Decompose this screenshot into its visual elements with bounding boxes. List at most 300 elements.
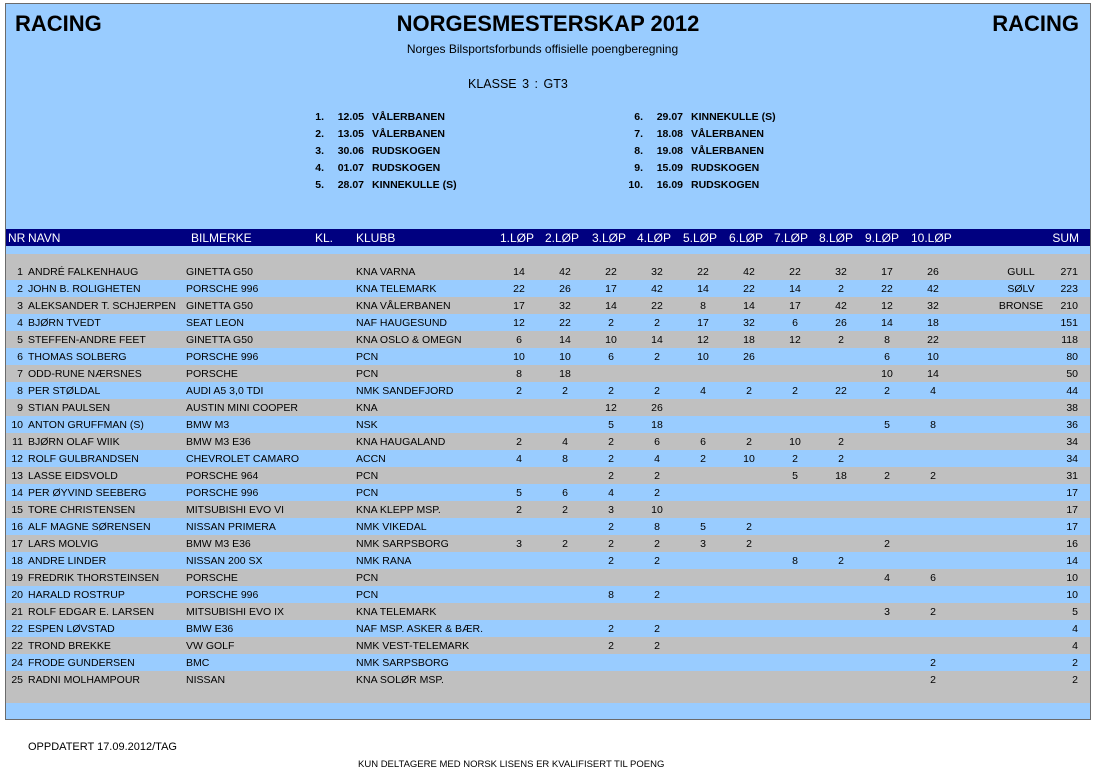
class-label: KLASSE 3 : GT3: [468, 77, 568, 91]
table-row: [6, 467, 1090, 484]
cell-name: ANTON GRUFFMAN (S): [28, 419, 144, 431]
cell-car: BMW M3: [186, 419, 230, 431]
cell-race-4: 22: [651, 300, 663, 312]
cell-car: AUDI A5 3,0 TDI: [186, 385, 264, 397]
cell-name: LARS MOLVIG: [28, 538, 99, 550]
cell-nr: 14: [11, 487, 23, 499]
cell-sum: 223: [1060, 283, 1078, 295]
cell-nr: 10: [11, 419, 23, 431]
table-row: [6, 416, 1090, 433]
cell-nr: 12: [11, 453, 23, 465]
cell-race-1: 14: [513, 266, 525, 278]
cell-race-4: 14: [651, 334, 663, 346]
cell-club: PCN: [356, 351, 379, 363]
cell-name: STIAN PAULSEN: [28, 402, 111, 414]
cell-race-4: 2: [654, 317, 660, 329]
table-row: [6, 654, 1090, 671]
col-race-5: 5.LØP: [683, 231, 718, 245]
cell-name: ROLF GULBRANDSEN: [28, 453, 139, 465]
cell-sum: 31: [1066, 470, 1078, 482]
col-race-6: 6.LØP: [729, 231, 764, 245]
cell-car: BMW E36: [186, 623, 234, 635]
cell-club: NSK: [356, 419, 378, 431]
table-row: [6, 484, 1090, 501]
table-row: [6, 586, 1090, 603]
cell-race-1: 17: [513, 300, 525, 312]
cell-race-1: 4: [516, 453, 522, 465]
cell-race-8: 2: [838, 555, 844, 567]
cell-club: KNA: [356, 402, 378, 414]
cell-nr: 22: [11, 623, 23, 635]
cell-race-10: 10: [927, 351, 939, 363]
cell-club: NMK SARPSBORG: [356, 538, 449, 550]
cell-race-10: 22: [927, 334, 939, 346]
cell-race-7: 12: [789, 334, 801, 346]
cell-race-3: 2: [608, 623, 614, 635]
cell-nr: 4: [17, 317, 23, 329]
cell-race-3: 2: [608, 317, 614, 329]
col-name: NAVN: [28, 231, 61, 245]
cell-car: AUSTIN MINI COOPER: [186, 402, 299, 414]
cell-race-7: 17: [789, 300, 801, 312]
table-row: [6, 314, 1090, 331]
table-row: [6, 365, 1090, 382]
cell-sum: 271: [1060, 266, 1078, 278]
cell-car: PORSCHE: [186, 572, 238, 584]
cell-race-2: 32: [559, 300, 571, 312]
cell-car: BMC: [186, 657, 210, 669]
table-row: [6, 501, 1090, 518]
cell-race-5: 17: [697, 317, 709, 329]
cell-nr: 2: [17, 283, 23, 295]
cell-race-3: 2: [608, 385, 614, 397]
cell-name: STEFFEN-ANDRE FEET: [28, 334, 146, 346]
race-number: 5.: [315, 179, 324, 191]
cell-race-7: 2: [792, 385, 798, 397]
race-date: 15.09: [656, 162, 683, 174]
table-row: [6, 297, 1090, 314]
cell-nr: 21: [11, 606, 23, 618]
cell-race-3: 14: [605, 300, 617, 312]
race-entry: [304, 162, 440, 174]
race-venue: KINNEKULLE (S): [372, 179, 457, 191]
cell-race-3: 17: [605, 283, 617, 295]
cell-nr: 6: [17, 351, 23, 363]
cell-name: FRODE GUNDERSEN: [28, 657, 135, 669]
col-nr: NR: [8, 231, 26, 245]
cell-race-8: 2: [838, 283, 844, 295]
cell-club: KNA VÅLERBANEN: [356, 300, 451, 312]
cell-race-2: 42: [559, 266, 571, 278]
race-entry: [304, 145, 440, 157]
cell-race-4: 32: [651, 266, 663, 278]
cell-race-3: 2: [608, 538, 614, 550]
cell-car: GINETTA G50: [186, 300, 253, 312]
cell-race-9: 17: [881, 266, 893, 278]
cell-sum: 10: [1066, 572, 1078, 584]
cell-race-7: 2: [792, 453, 798, 465]
table-footer-band: [6, 703, 1090, 719]
cell-race-2: 2: [562, 538, 568, 550]
cell-race-9: 2: [884, 538, 890, 550]
col-race-10: 10.LØP: [911, 231, 952, 245]
race-entry: [623, 111, 776, 123]
cell-sum: 210: [1060, 300, 1078, 312]
cell-sum: 38: [1066, 402, 1078, 414]
table-row: [6, 382, 1090, 399]
cell-race-1: 6: [516, 334, 522, 346]
cell-name: ESPEN LØVSTAD: [28, 623, 115, 635]
cell-race-4: 2: [654, 555, 660, 567]
cell-race-3: 6: [608, 351, 614, 363]
cell-race-4: 2: [654, 640, 660, 652]
cell-race-7: 14: [789, 283, 801, 295]
cell-name: ALEKSANDER T. SCHJERPEN: [28, 300, 177, 312]
cell-medal: GULL: [1007, 266, 1035, 278]
cell-race-3: 8: [608, 589, 614, 601]
col-race-9: 9.LØP: [865, 231, 900, 245]
cell-nr: 11: [12, 436, 23, 448]
cell-sum: 44: [1066, 385, 1078, 397]
cell-name: LASSE EIDSVOLD: [28, 470, 118, 482]
cell-race-3: 2: [608, 470, 614, 482]
cell-race-9: 6: [884, 351, 890, 363]
table-row: [6, 399, 1090, 416]
cell-sum: 36: [1066, 419, 1078, 431]
cell-race-4: 8: [654, 521, 660, 533]
cell-club: KNA VARNA: [356, 266, 416, 278]
cell-race-3: 2: [608, 521, 614, 533]
cell-race-10: 6: [930, 572, 936, 584]
table-header: [6, 229, 1090, 246]
cell-race-7: 5: [792, 470, 798, 482]
cell-race-10: 2: [930, 470, 936, 482]
cell-sum: 17: [1066, 504, 1078, 516]
cell-race-6: 18: [743, 334, 755, 346]
race-number: 2.: [315, 128, 324, 140]
cell-race-2: 4: [562, 436, 568, 448]
cell-club: KNA SOLØR MSP.: [356, 674, 444, 686]
race-number: 6.: [634, 111, 643, 123]
cell-race-10: 32: [927, 300, 939, 312]
cell-nr: 8: [17, 385, 23, 397]
cell-race-8: 2: [838, 334, 844, 346]
cell-race-8: 2: [838, 453, 844, 465]
cell-race-9: 10: [881, 368, 893, 380]
cell-race-3: 3: [608, 504, 614, 516]
race-number: 7.: [634, 128, 643, 140]
cell-car: NISSAN 200 SX: [186, 555, 263, 567]
cell-race-5: 4: [700, 385, 706, 397]
cell-name: BJØRN OLAF WIIK: [28, 436, 120, 448]
cell-name: ALF MAGNE SØRENSEN: [28, 521, 151, 533]
cell-name: PER STØLDAL: [28, 385, 101, 397]
cell-sum: 118: [1061, 334, 1078, 346]
cell-car: NISSAN: [186, 674, 226, 686]
cell-sum: 16: [1066, 538, 1078, 550]
cell-club: NMK VEST-TELEMARK: [356, 640, 470, 652]
cell-race-6: 42: [743, 266, 755, 278]
cell-car: GINETTA G50: [186, 334, 253, 346]
cell-nr: 5: [17, 334, 23, 346]
cell-club: KNA OSLO & OMEGN: [356, 334, 462, 346]
cell-club: NMK VIKEDAL: [356, 521, 427, 533]
cell-club: KNA TELEMARK: [356, 283, 437, 295]
racing-tag-left: RACING: [15, 11, 102, 36]
cell-car: PORSCHE 964: [186, 470, 259, 482]
cell-race-10: 14: [927, 368, 939, 380]
cell-race-8: 42: [835, 300, 847, 312]
cell-car: BMW M3 E36: [186, 538, 251, 550]
cell-race-9: 8: [884, 334, 890, 346]
col-race-2: 2.LØP: [545, 231, 580, 245]
cell-club: NAF HAUGESUND: [356, 317, 448, 329]
cell-name: THOMAS SOLBERG: [28, 351, 127, 363]
cell-race-2: 26: [559, 283, 571, 295]
col-race-4: 4.LØP: [637, 231, 672, 245]
cell-sum: 50: [1066, 368, 1078, 380]
cell-car: BMW M3 E36: [186, 436, 251, 448]
updated-note: OPPDATERT 17.09.2012/TAG: [28, 741, 177, 753]
cell-race-2: 14: [559, 334, 571, 346]
results-table-body: [6, 263, 1090, 688]
race-date: 30.06: [337, 145, 364, 157]
race-entry: [623, 162, 759, 174]
race-entry: [623, 145, 764, 157]
cell-sum: 151: [1060, 317, 1078, 329]
cell-medal: BRONSE: [998, 300, 1044, 312]
cell-club: PCN: [356, 589, 379, 601]
cell-race-4: 26: [651, 402, 663, 414]
cell-club: NMK RANA: [356, 555, 412, 567]
cell-race-10: 8: [930, 419, 936, 431]
cell-race-5: 5: [700, 521, 706, 533]
cell-race-5: 8: [700, 300, 706, 312]
table-row: [6, 331, 1090, 348]
cell-club: KNA KLEPP MSP.: [356, 504, 441, 516]
race-date: 29.07: [656, 111, 683, 123]
cell-race-7: 22: [789, 266, 801, 278]
table-row: [6, 450, 1090, 467]
race-venue: RUDSKOGEN: [691, 179, 760, 191]
cell-race-9: 3: [884, 606, 890, 618]
cell-race-3: 2: [608, 436, 614, 448]
cell-race-4: 6: [654, 436, 660, 448]
cell-name: ANDRÉ FALKENHAUG: [28, 266, 139, 278]
cell-nr: 15: [11, 504, 23, 516]
cell-race-9: 22: [881, 283, 893, 295]
cell-nr: 17: [11, 538, 23, 550]
cell-club: KNA TELEMARK: [356, 606, 437, 618]
cell-name: ROLF EDGAR E. LARSEN: [28, 606, 155, 618]
race-venue: VÅLERBANEN: [372, 111, 445, 123]
cell-sum: 17: [1066, 521, 1078, 533]
cell-race-5: 2: [700, 453, 706, 465]
cell-sum: 10: [1066, 589, 1078, 601]
race-entry: [304, 128, 445, 140]
cell-sum: 2: [1072, 674, 1078, 686]
cell-race-10: 42: [927, 283, 939, 295]
cell-race-4: 2: [654, 385, 660, 397]
cell-race-3: 5: [608, 419, 614, 431]
race-date: 19.08: [656, 145, 683, 157]
cell-race-4: 2: [654, 351, 660, 363]
cell-sum: 14: [1066, 555, 1078, 567]
cell-nr: 1: [17, 266, 23, 278]
cell-race-5: 14: [697, 283, 709, 295]
cell-nr: 9: [17, 402, 23, 414]
race-venue: RUDSKOGEN: [691, 162, 760, 174]
cell-race-4: 2: [654, 623, 660, 635]
cell-name: TROND BREKKE: [28, 640, 111, 652]
page-title: NORGESMESTERSKAP 2012: [396, 11, 700, 36]
cell-nr: 7: [17, 368, 23, 380]
table-row: [6, 637, 1090, 654]
table-row: [6, 620, 1090, 637]
cell-car: NISSAN PRIMERA: [186, 521, 276, 533]
cell-race-3: 2: [608, 555, 614, 567]
col-kl: KL.: [315, 231, 334, 245]
cell-race-6: 2: [746, 385, 752, 397]
race-venue: KINNEKULLE (S): [691, 111, 776, 123]
cell-race-1: 2: [516, 436, 522, 448]
race-venue: RUDSKOGEN: [372, 162, 441, 174]
cell-race-10: 2: [930, 674, 936, 686]
cell-club: PCN: [356, 487, 379, 499]
cell-car: PORSCHE 996: [186, 487, 259, 499]
race-venue: VÅLERBANEN: [691, 128, 764, 140]
cell-race-10: 26: [927, 266, 939, 278]
cell-club: PCN: [356, 572, 379, 584]
cell-race-10: 18: [927, 317, 939, 329]
table-row: [6, 603, 1090, 620]
cell-race-6: 14: [743, 300, 755, 312]
col-race-1: 1.LØP: [500, 231, 535, 245]
cell-race-4: 10: [651, 504, 663, 516]
cell-race-3: 2: [608, 640, 614, 652]
cell-race-4: 18: [651, 419, 663, 431]
cell-race-7: 6: [792, 317, 798, 329]
cell-club: PCN: [356, 470, 379, 482]
table-row: [6, 263, 1090, 280]
cell-nr: 16: [11, 521, 23, 533]
header-panel: [6, 4, 1090, 229]
race-entry: [623, 179, 759, 191]
cell-race-4: 2: [654, 487, 660, 499]
race-entry: [623, 128, 764, 140]
cell-car: PORSCHE 996: [186, 283, 259, 295]
cell-race-5: 6: [700, 436, 706, 448]
cell-race-3: 10: [605, 334, 617, 346]
cell-car: MITSUBISHI EVO IX: [186, 606, 285, 618]
cell-club: ACCN: [356, 453, 386, 465]
cell-nr: 20: [11, 589, 23, 601]
cell-race-5: 22: [697, 266, 709, 278]
cell-nr: 18: [11, 555, 23, 567]
cell-nr: 13: [11, 470, 23, 482]
cell-race-7: 8: [792, 555, 798, 567]
cell-race-8: 2: [838, 436, 844, 448]
race-venue: VÅLERBANEN: [372, 128, 445, 140]
col-race-8: 8.LØP: [819, 231, 854, 245]
cell-club: PCN: [356, 368, 379, 380]
cell-race-6: 2: [746, 538, 752, 550]
header-spacer: [6, 246, 1090, 254]
race-date: 18.08: [656, 128, 683, 140]
race-number: 1.: [315, 111, 324, 123]
cell-race-1: 3: [516, 538, 522, 550]
cell-sum: 34: [1066, 453, 1078, 465]
cell-race-3: 22: [605, 266, 617, 278]
col-club: KLUBB: [356, 231, 396, 245]
table-row: [6, 535, 1090, 552]
cell-sum: 4: [1072, 623, 1078, 635]
cell-race-10: 4: [930, 385, 936, 397]
cell-race-1: 22: [513, 283, 525, 295]
cell-race-9: 2: [884, 385, 890, 397]
cell-race-9: 4: [884, 572, 890, 584]
race-date: 01.07: [337, 162, 364, 174]
table-row: [6, 348, 1090, 365]
cell-race-6: 2: [746, 521, 752, 533]
race-date: 28.07: [337, 179, 364, 191]
cell-race-10: 2: [930, 606, 936, 618]
race-venue: RUDSKOGEN: [372, 145, 441, 157]
cell-race-8: 32: [835, 266, 847, 278]
cell-name: RADNI MOLHAMPOUR: [28, 674, 141, 686]
cell-sum: 5: [1072, 606, 1078, 618]
cell-race-10: 2: [930, 657, 936, 669]
cell-race-1: 12: [513, 317, 525, 329]
racing-tag-right: RACING: [992, 11, 1079, 36]
table-row: [6, 552, 1090, 569]
cell-race-2: 6: [562, 487, 568, 499]
race-date: 13.05: [337, 128, 364, 140]
cell-race-9: 5: [884, 419, 890, 431]
race-number: 3.: [315, 145, 324, 157]
cell-race-3: 2: [608, 453, 614, 465]
cell-race-2: 10: [559, 351, 571, 363]
cell-race-4: 2: [654, 538, 660, 550]
cell-medal: SØLV: [1007, 283, 1035, 295]
race-number: 4.: [315, 162, 324, 174]
cell-race-2: 18: [559, 368, 571, 380]
cell-race-6: 10: [743, 453, 755, 465]
cell-nr: 25: [11, 674, 23, 686]
cell-sum: 80: [1066, 351, 1078, 363]
col-race-3: 3.LØP: [592, 231, 627, 245]
eligibility-note: KUN DELTAGERE MED NORSK LISENS ER KVALIFISERT TIL POENG: [358, 759, 665, 770]
cell-race-4: 2: [654, 470, 660, 482]
cell-car: CHEVROLET CAMARO: [186, 453, 299, 465]
cell-name: BJØRN TVEDT: [28, 317, 101, 329]
cell-nr: 3: [17, 300, 23, 312]
cell-race-4: 2: [654, 589, 660, 601]
cell-race-8: 18: [835, 470, 847, 482]
cell-race-3: 4: [608, 487, 614, 499]
cell-name: ANDRE LINDER: [28, 555, 107, 567]
cell-car: PORSCHE: [186, 368, 238, 380]
cell-car: MITSUBISHI EVO VI: [186, 504, 285, 516]
cell-race-1: 2: [516, 385, 522, 397]
cell-race-1: 8: [516, 368, 522, 380]
cell-race-9: 2: [884, 470, 890, 482]
cell-race-6: 32: [743, 317, 755, 329]
cell-race-6: 26: [743, 351, 755, 363]
cell-car: PORSCHE 996: [186, 351, 259, 363]
cell-sum: 4: [1072, 640, 1078, 652]
cell-race-2: 22: [559, 317, 571, 329]
